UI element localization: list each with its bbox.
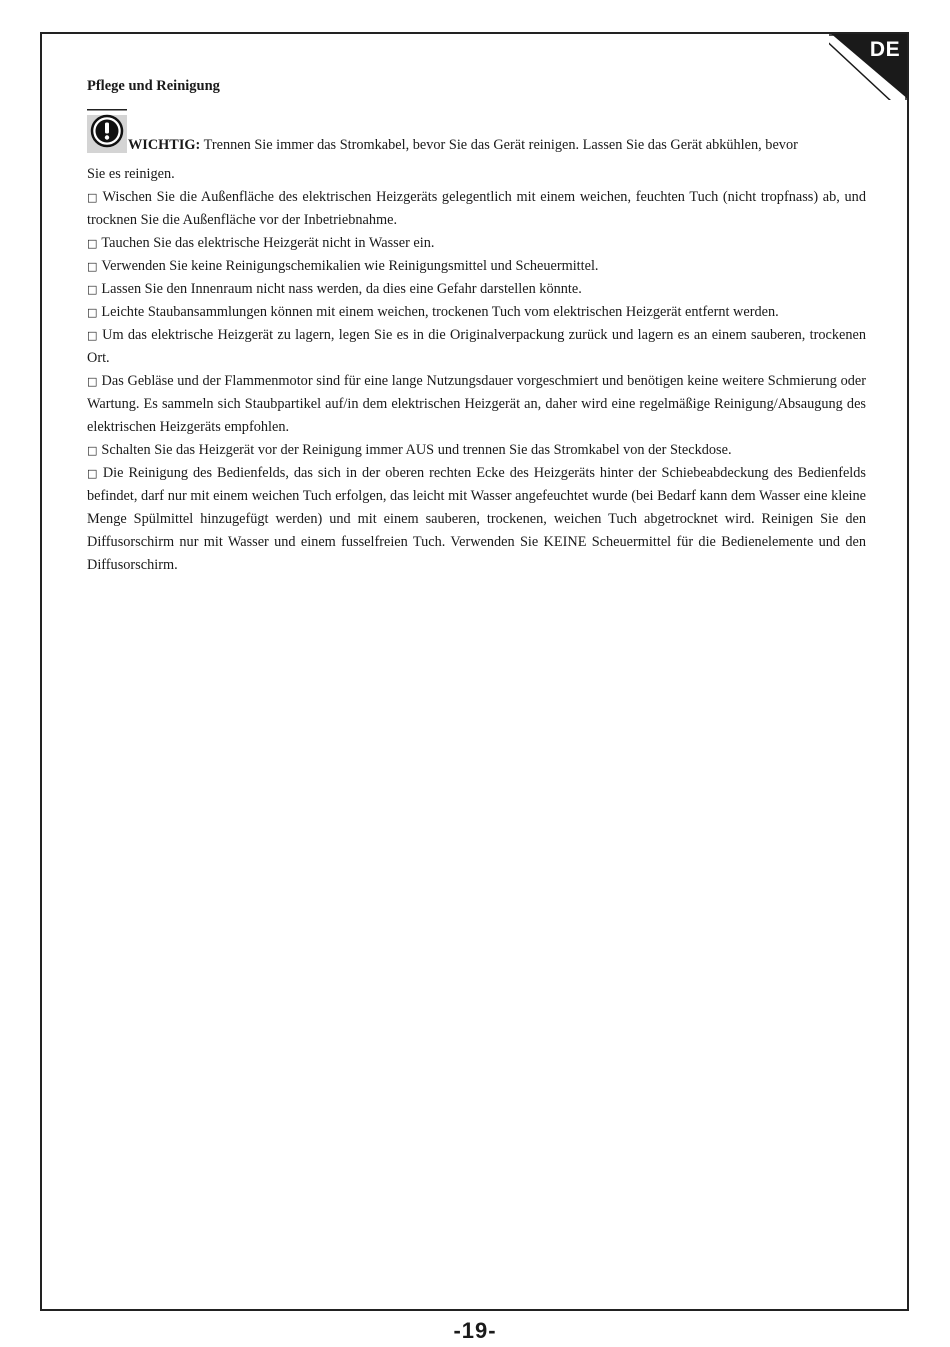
warning-label: WICHTIG:	[128, 137, 201, 153]
list-item: □ Lassen Sie den Innenraum nicht nass werden, da dies eine Gefahr darstellen könnte.	[87, 281, 582, 297]
page-frame	[40, 32, 909, 1311]
list-item: □ Die Reinigung des Bedienfelds, das sich in der oberen rechten Ecke des Heizgeräts hinter der Schiebeabdeckung des Bedienfelds befindet, darf nur mit einem weichen Tuch erfolgen, das leicht mit Wasser angefeuchtet wurde (bei Bedarf kann dem Wasser eine kleine Menge Spülmittel hinzugefügt werden) und mit einem sauberen, trockenen, weichen Tuch abgetrocknet wird. Reinigen Sie den Diffusorschirm nur mit Wasser und einem fusselfreien Tuch. Verwenden Sie KEINE Scheuermittel für die Bedienelemente und den Diffusorschirm.	[87, 465, 866, 573]
list-item: □ Schalten Sie das Heizgerät vor der Reinigung immer AUS und trennen Sie das Stromkabel von der Steckdose.	[87, 442, 732, 458]
list-item: □ Leichte Staubansammlungen können mit einem weichen, trockenen Tuch vom elektrischen Heizgerät entfernt werden.	[87, 304, 779, 320]
warning-block	[87, 109, 866, 186]
exclamation-icon	[87, 109, 127, 153]
language-label: DE	[869, 38, 901, 61]
section-title: Pflege und Reinigung	[87, 78, 220, 94]
checkbox-bullet: □	[87, 444, 98, 457]
list-item: □ Das Gebläse und der Flammenmotor sind für eine lange Nutzungsdauer vorgeschmiert und benötigen keine weitere Schmierung oder Wartung. Es sammeln sich Staubpartikel auf/in dem elektrischen Heizgerät an, daher wird eine regelmäßige Reinigung/Absaugung des elektrischen Heizgeräts empfohlen.	[87, 373, 866, 435]
warning-text-line1: Trennen Sie immer das Stromkabel, bevor Sie das Gerät reinigen. Lassen Sie das Gerät abkühlen, bevor	[203, 137, 798, 153]
checkbox-bullet: □	[87, 467, 99, 480]
warning-text-line2: Sie es reinigen.	[87, 166, 175, 182]
list-item: □ Tauchen Sie das elektrische Heizgerät nicht in Wasser ein.	[87, 235, 435, 251]
checkbox-bullet: □	[87, 237, 98, 250]
list-item: □ Um das elektrische Heizgerät zu lagern, legen Sie es in die Originalverpackung zurück und lagern es an einem sauberen, trockenen Ort.	[87, 327, 866, 366]
checkbox-bullet: □	[87, 191, 99, 204]
page-number: -19-	[453, 1318, 497, 1343]
document-body	[87, 76, 866, 577]
checkbox-bullet: □	[87, 329, 99, 342]
checkbox-bullet: □	[87, 260, 98, 273]
checkbox-bullet: □	[87, 375, 98, 388]
list-item: □ Verwenden Sie keine Reinigungschemikalien wie Reinigungsmittel und Scheuermittel.	[87, 258, 599, 274]
checkbox-bullet: □	[87, 306, 98, 319]
checkbox-bullet: □	[87, 283, 98, 296]
list-item: □ Wischen Sie die Außenfläche des elektrischen Heizgeräts gelegentlich mit einem weichen, feuchten Tuch (nicht tropfnass) ab, und trocknen Sie die Außenfläche vor der Inbetriebnahme.	[87, 189, 866, 228]
